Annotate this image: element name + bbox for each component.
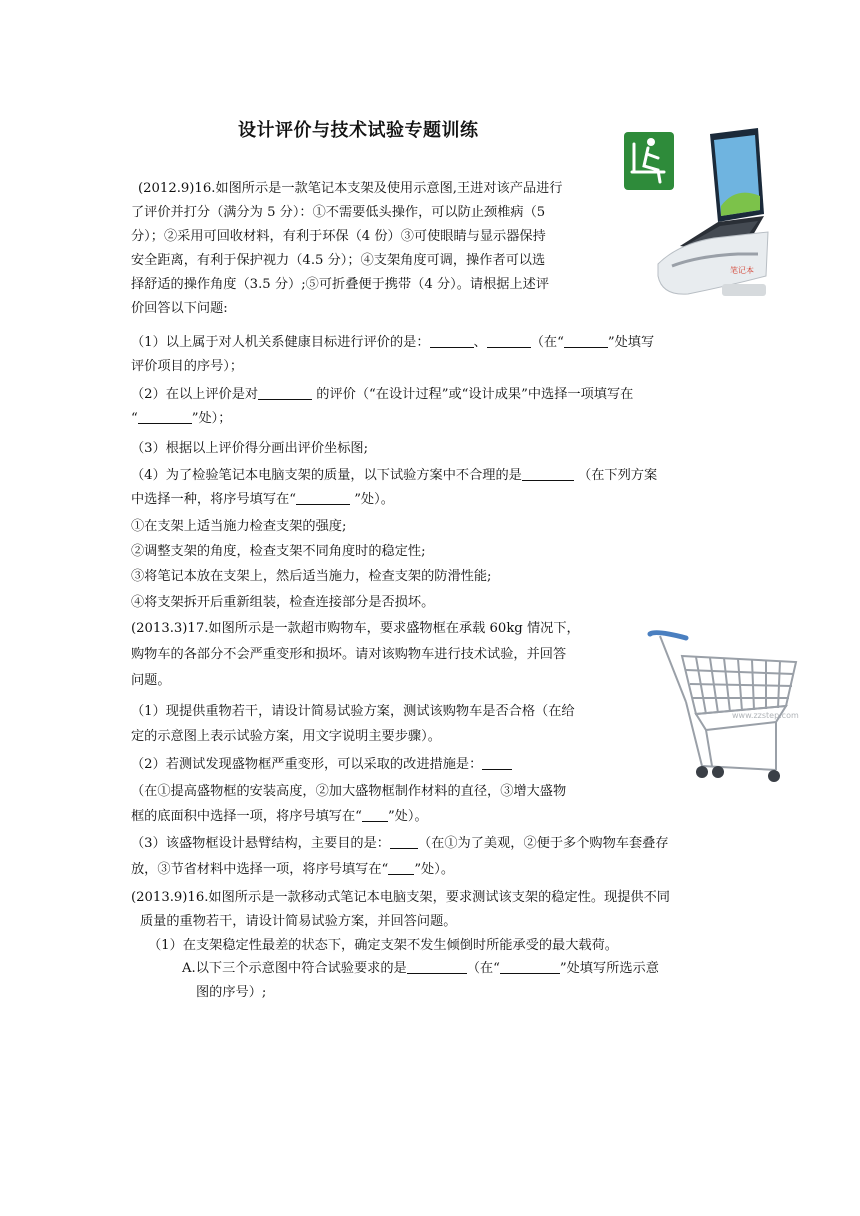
answer-blank[interactable] <box>138 408 192 424</box>
q1-sub4-cont: 中选择一种，将序号填写在“ ”处）。 <box>131 488 394 512</box>
answer-blank[interactable] <box>407 958 467 974</box>
q1-line-1: (2012.9)16.如图所示是一款笔记本支架及使用示意图,王进对该产品进行 <box>138 181 563 196</box>
q2-sub2-cont: （在①提高盛物框的安装高度，②加大盛物框制作材料的直径，③增大盛物 <box>131 784 567 799</box>
q1-line-2: 了评价并打分（满分为 5 分）：①不需要低头操作，可以防止颈椎病（5 <box>131 205 546 220</box>
q1-sub1-cont: 评价项目的序号）； <box>131 359 244 374</box>
answer-blank[interactable] <box>500 958 560 974</box>
answer-blank[interactable] <box>258 384 312 400</box>
q1-sub4: （4）为了检验笔记本电脑支架的质量，以下试验方案中不合理的是 （在下列方案 <box>131 464 657 488</box>
q1-option-4: ④将支架拆开后重新组装，检查连接部分是否损坏。 <box>131 595 435 610</box>
q2-sub3-cont: 放，③节省材料中选择一项，将序号填写在“ ”处）。 <box>131 858 454 882</box>
answer-blank[interactable] <box>388 859 414 875</box>
q3-line-1: (2013.9)16.如图所示是一款移动式笔记本电脑支架，要求测试该支架的稳定性。现提供不同 <box>131 890 670 905</box>
q1-option-1: ①在支架上适当施力检查支架的强度; <box>131 519 347 534</box>
q3-line-2: 质量的重物若干，请设计简易试验方案，并回答问题。 <box>140 914 457 929</box>
q2-sub2: （2）若测试发现盛物框严重变形，可以采取的改进措施是： <box>131 753 512 777</box>
q2-line-2: 购物车的各部分不会严重变形和损坏。请对该购物车进行技术试验，并回答 <box>131 647 567 662</box>
cart-watermark: www.zzstep.com <box>732 711 799 720</box>
answer-blank[interactable] <box>487 332 531 348</box>
q1-sub2-cont: “ ”处）； <box>131 407 231 431</box>
svg-text:笔记本: 笔记本 <box>730 266 754 275</box>
q3-sub1: （1）在支架稳定性最差的状态下，确定支架不发生倾倒时所能承受的最大载荷。 <box>148 938 618 953</box>
q2-sub3: （3）该盛物框设计悬臂结构，主要目的是： （在①为了美观，②便于多个购物车套叠存 <box>131 832 669 856</box>
q1-line-5: 择舒适的操作角度（3.5 分）;⑤可折叠便于携带（4 分）。请根据上述评 <box>131 277 550 292</box>
shopping-cart-image <box>646 626 802 788</box>
laptop-stand-image <box>618 126 770 308</box>
q1-sub3: （3）根据以上评价得分画出评价坐标图; <box>131 441 369 456</box>
q1-sub2: （2）在以上评价是对 的评价（“在设计过程”或“设计成果”中选择一项填写在 <box>131 383 633 407</box>
q1-line-6: 价回答以下问题: <box>131 301 228 316</box>
answer-blank[interactable] <box>430 332 474 348</box>
answer-blank[interactable] <box>522 465 574 481</box>
q2-sub1-cont: 定的示意图上表示试验方案，用文字说明主要步骤）。 <box>131 729 441 744</box>
q1-line-4: 安全距离，有利于保护视力（4.5 分）；④支架角度可调，操作者可以选 <box>131 253 546 268</box>
answer-blank[interactable] <box>362 806 388 822</box>
q2-line-1: (2013.3)17.如图所示是一款超市购物车，要求盛物框在承载 60kg 情况下， <box>131 621 580 636</box>
q3-subA-cont: 图的序号）; <box>196 985 267 1000</box>
answer-blank[interactable] <box>482 754 512 770</box>
page-title: 设计评价与技术试验专题训练 <box>238 120 479 141</box>
q1-sub1: （1）以上属于对人机关系健康目标进行评价的是： 、 （在“ ”处填写 <box>131 331 654 355</box>
q1-option-2: ②调整支架的角度，检查支架不同角度时的稳定性; <box>131 544 426 559</box>
q1-line-3: 分）；②采用可回收材料，有利于环保（4 份）③可使眼睛与显示器保持 <box>131 229 546 244</box>
q2-sub2-cont2: 框的底面积中选择一项，将序号填写在“ ”处）。 <box>131 805 428 829</box>
answer-blank[interactable] <box>390 833 418 849</box>
answer-blank[interactable] <box>564 332 608 348</box>
q2-line-3: 问题。 <box>131 673 171 688</box>
q3-subA: A.以下三个示意图中符合试验要求的是 （在“ ”处填写所选示意 <box>182 957 659 981</box>
q2-sub1: （1）现提供重物若干，请设计简易试验方案，测试该购物车是否合格（在给 <box>131 704 575 719</box>
q1-option-3: ③将笔记本放在支架上，然后适当施力，检查支架的防滑性能; <box>131 569 492 584</box>
answer-blank[interactable] <box>296 489 350 505</box>
